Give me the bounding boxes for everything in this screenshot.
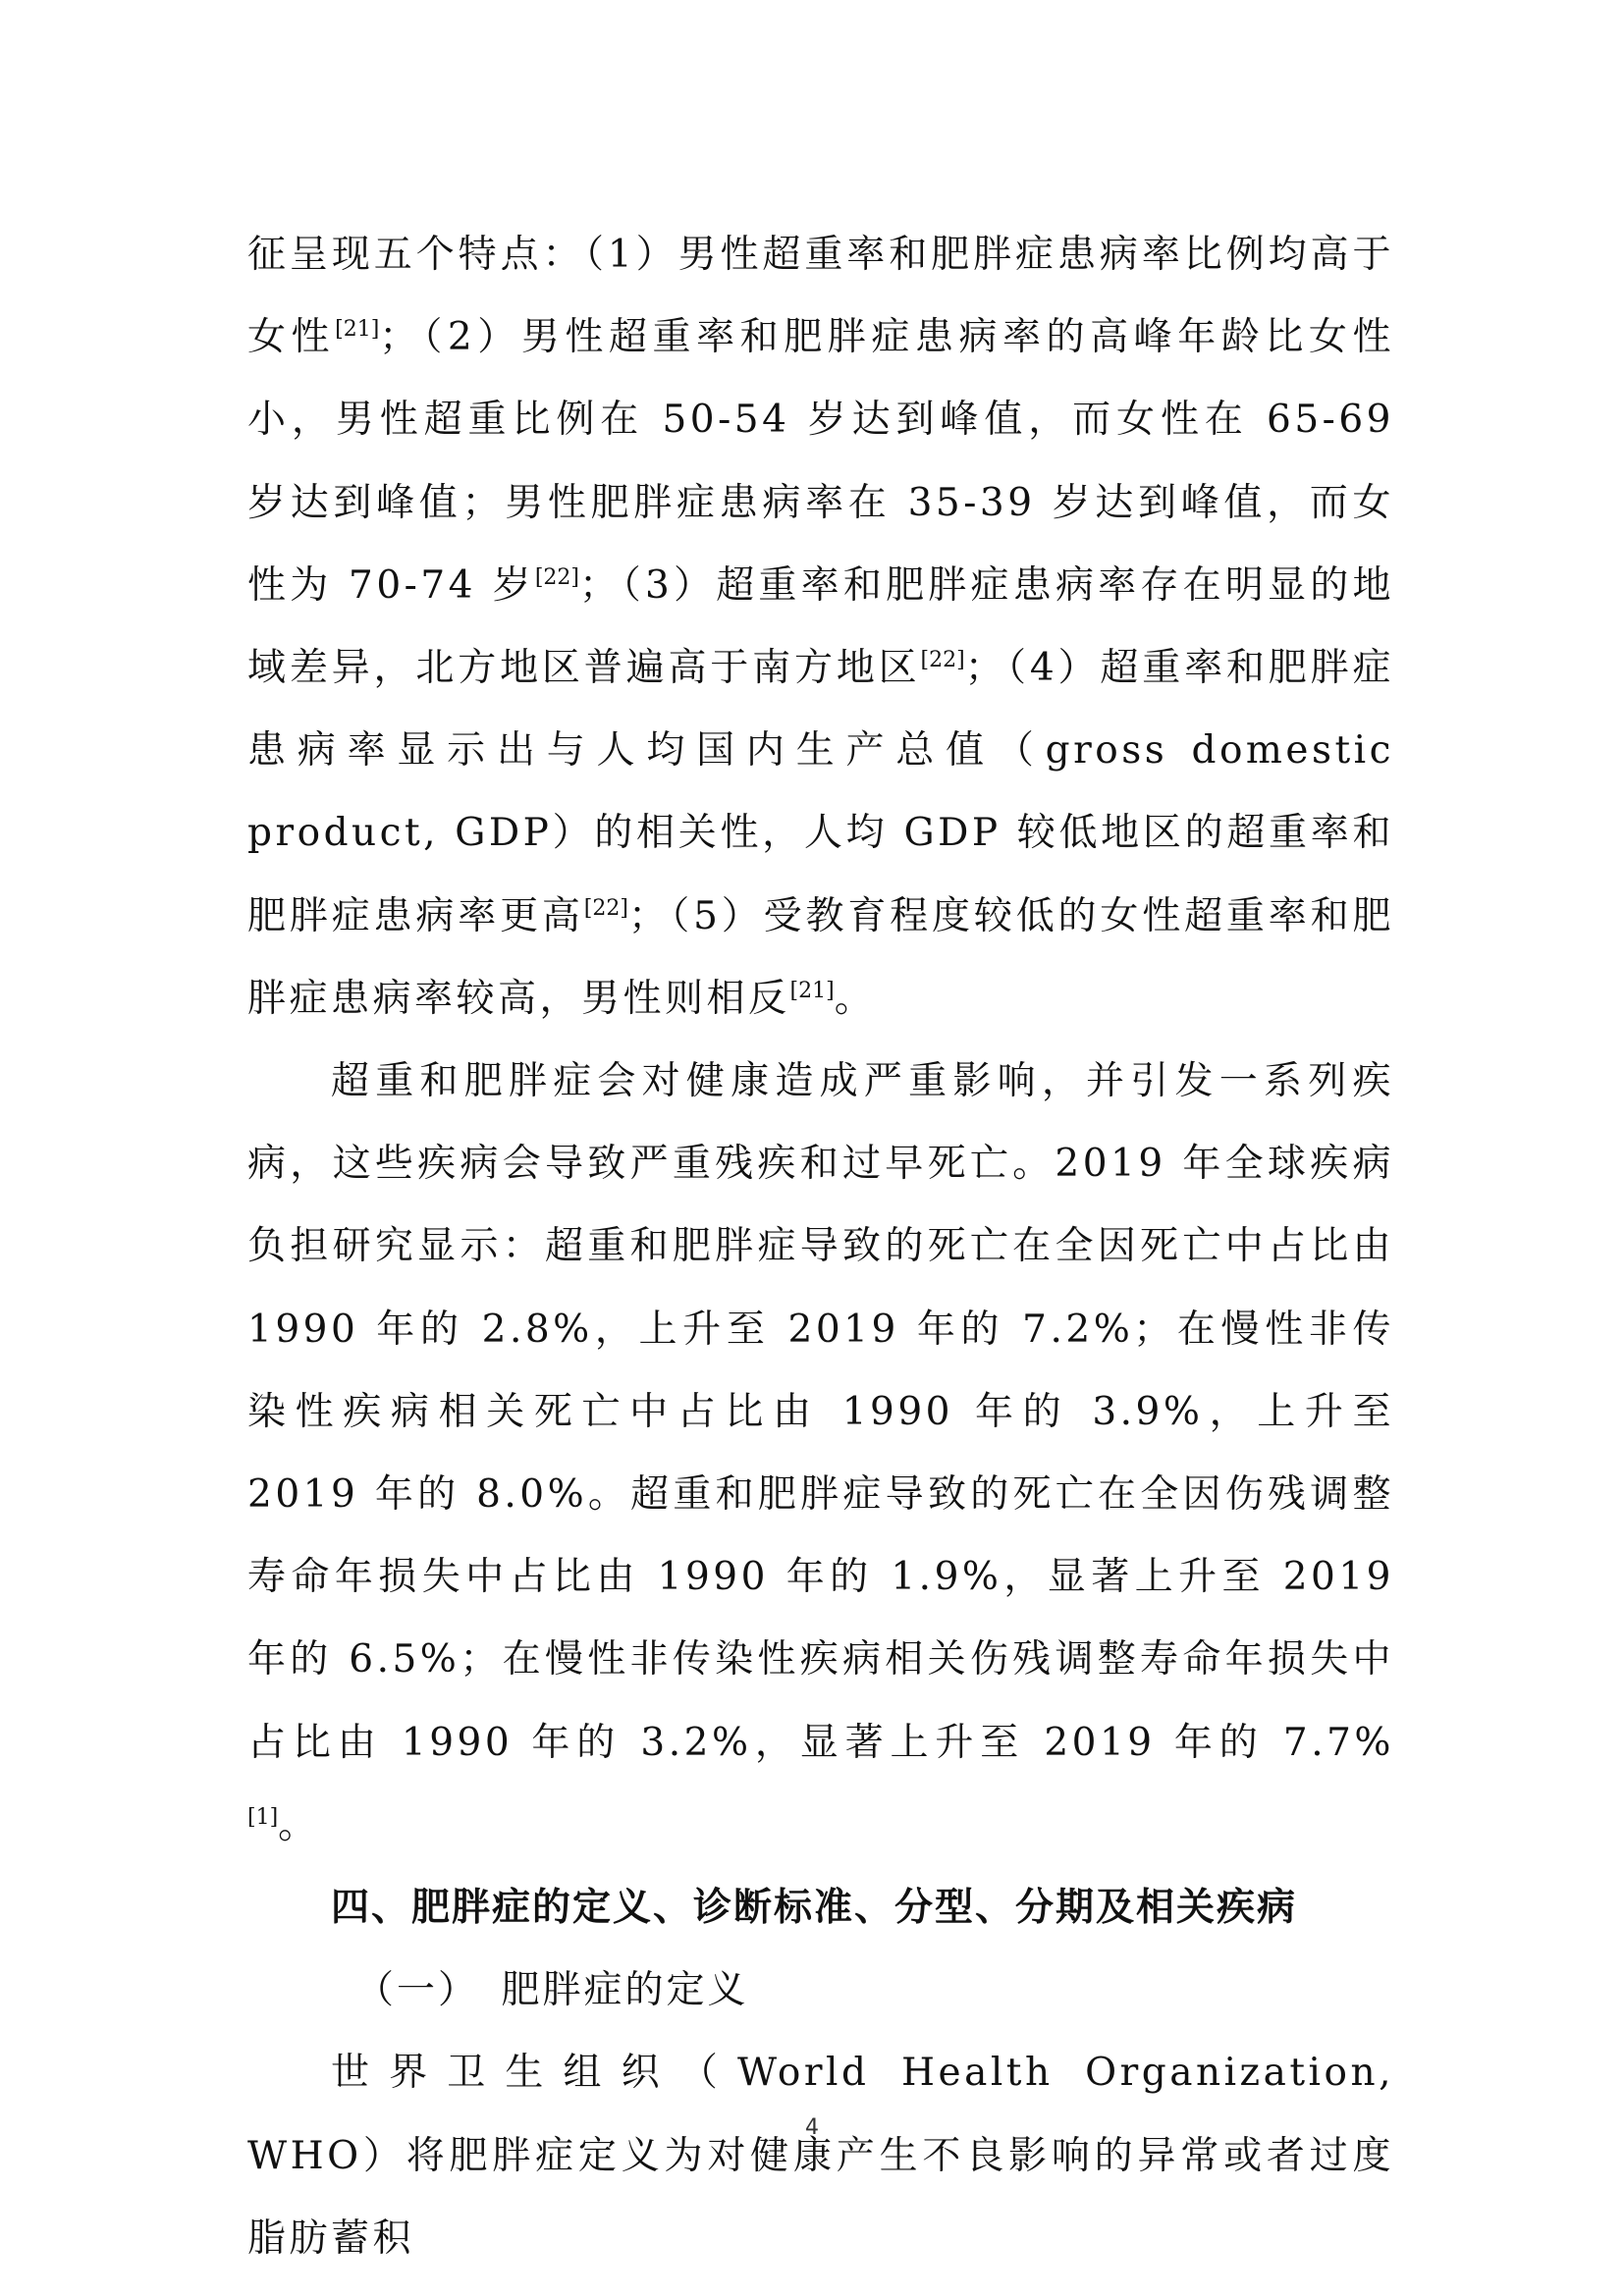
text-segment: ；（5）受教育程度较低的女性超重率和肥胖症患病率较高，男性则相反	[247, 893, 1394, 1021]
text-segment: 。	[278, 1802, 320, 1847]
section-heading: 四、肥胖症的定义、诊断标准、分型、分期及相关疾病	[331, 1886, 1298, 1931]
text-segment: 超重和肥胖症会对健康造成严重影响，并引发一系列疾病，这些疾病会导致严重残疾和过早死亡。2019 年全球疾病负担研究显示：超重和肥胖症导致的死亡在全因死亡中占比由 1990 年的 2.8%，上升至 2019 年的 7.2%；在慢性非传染性疾病相关死亡中占比由 1990 年的 3.9%，上升至 2019 年的 8.0%。超重和肥胖症导致的死亡在全因伤残调整寿命年损失中占比由 1990 年的 1.9%，显著上升至 2019 年的 6.5%；在慢性非传染性疾病相关伤残调整寿命年损失中占比由 1990 年的 3.2%，显著上升至 2019 年的 7.7%	[247, 1059, 1394, 1765]
text-segment: ；（2）男性超重率和肥胖症患病率的高峰年龄比女性小，男性超重比例在 50-54 岁达到峰值，而女性在 65-69 岁达到峰值；男性肥胖症患病率在 35-39 岁达到峰值，而女性为 70-74 岁	[247, 315, 1394, 608]
citation-ref: [22]	[920, 648, 965, 673]
citation-ref: [22]	[534, 564, 579, 590]
citation-ref: [1]	[247, 1804, 279, 1830]
page-number: 4	[805, 2115, 819, 2140]
paragraph-sex-age-features	[247, 214, 1394, 1041]
citation-ref: [21]	[789, 978, 835, 1003]
paragraph-health-burden	[247, 1041, 1394, 1867]
paragraph-who-definition: 世界卫生组织（World Health Organization, WHO）将肥胖症定义为对健康产生不良影响的异常或者过度脂肪蓄积	[247, 2051, 1394, 2261]
citation-ref: [21]	[335, 317, 380, 343]
page-content	[247, 214, 1394, 2280]
subsection-heading: （一） 肥胖症的定义	[355, 1968, 749, 2013]
text-segment: ；（3）超重率和肥胖症患病率存在明显的地域差异，北方地区普遍高于南方地区	[247, 562, 1394, 691]
text-segment: 。	[834, 976, 877, 1021]
text-segment: ；（4）超重率和肥胖症患病率显示出与人均国内生产总值（gross domestic product, GDP）的相关性，人均 GDP 较低地区的超重率和肥胖症患病率更高	[247, 646, 1394, 938]
text-segment: 征呈现五个特点：（1）男性超重率和肥胖症患病率比例均高于女性	[247, 233, 1394, 360]
citation-ref: [22]	[583, 895, 628, 921]
